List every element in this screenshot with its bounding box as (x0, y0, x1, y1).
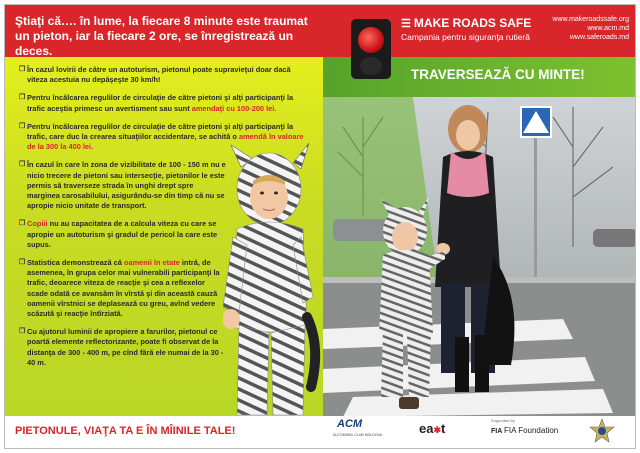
slogan: PIETONULE, VIAŢA TA E ÎN MÎINILE TALE! (5, 416, 323, 448)
bullet-icon: ❐ (19, 161, 26, 169)
bullet-icon: ❐ (19, 328, 26, 336)
traffic-light-icon (351, 19, 391, 79)
bullet-icon: ❐ (19, 259, 26, 267)
east-logo-text: ea (419, 421, 434, 436)
tip-item (19, 65, 309, 85)
tip-text: Statistica demonstrează că (27, 258, 122, 268)
supported-label: Supported by (491, 418, 515, 423)
bullet-icon: ❐ (19, 66, 26, 73)
tip-highlight: amendaţi cu 100-200 lei. (191, 103, 277, 113)
bullet-icon: ❐ (19, 220, 26, 228)
fia-foundation-logo (491, 426, 558, 435)
safety-tips-list (19, 65, 309, 376)
east-logo-text: t (441, 421, 446, 436)
bullet-icon: ❐ (19, 94, 26, 102)
partner-logos (323, 416, 636, 448)
tip-item (19, 160, 227, 211)
tip-text: Pentru încălcarea regulilor de circulaţie de către pietoni şi alţi participanţi la trafic aceştia primesc un avertisment sau sunt (27, 93, 294, 113)
tip-item (19, 327, 227, 368)
acm-logo-subtitle: AUTOMOBIL CLUB MOLDOVA (333, 433, 382, 437)
menu-lines-icon: ☰ (401, 18, 414, 30)
east-logo-mark: ✱ (433, 425, 442, 435)
campaign-subtitle: Campania pentru siguranţa rutieră (401, 32, 530, 42)
campaign-urls (552, 15, 629, 42)
tip-text: Pentru încălcarea regulilor de circulaţie de către pietoni şi alţi participanţi la trafic, care duc la crearea situaţiilor accidentare, se achită o (27, 121, 294, 142)
tip-highlight: oamenii în etate (123, 258, 180, 268)
tip-highlight: amendă în valoare de la 300 la 400 lei. (27, 132, 304, 152)
campaign-brand (401, 16, 531, 30)
headline: TRAVERSEAZĂ CU MINTE! (411, 67, 585, 82)
tip-highlight: Copiii (27, 219, 48, 229)
off-lamp (360, 57, 382, 75)
acm-logo-text: ACM (337, 418, 363, 430)
crossing-photo (323, 97, 636, 417)
tip-item (19, 122, 309, 153)
east-logo (419, 421, 445, 436)
tip-text: În cazul lovirii de către un autoturism, pietonul poate supravieţui doar dacă viteza acestuia nu depăşeşte 30 km/h! (27, 65, 291, 85)
right-panel (323, 5, 636, 448)
red-lamp (358, 27, 384, 53)
fact-banner: Ştiaţi că…. în lume, la fiecare 8 minute este traumat un pieton, iar la fiecare 2 ore, se înregistrează un deces. (5, 5, 323, 57)
url-link[interactable]: www.saferoads.md (569, 34, 629, 41)
url-link[interactable]: www.acm.md (587, 25, 629, 32)
brand-text: MAKE ROADS SAFE (413, 16, 532, 30)
tip-text: Cu ajutorul luminii de apropiere a farurilor, pietonul ce poartă elemente reflectorizante, poate fi observat de la distanţa de 300 - 400 m, pe cînd fără ele numai de la 30 - 40 m. (27, 327, 224, 367)
tip-item (19, 93, 309, 113)
bullet-icon: ❐ (19, 122, 26, 130)
police-emblem-icon (589, 418, 615, 444)
tip-text: nu au capacitatea de a calcula viteza cu care se apropie un autoturism şi gradul de pericol la care este supus. (27, 219, 218, 249)
poster-frame (4, 4, 636, 449)
tip-item (19, 219, 227, 250)
fia-logo-text: FIA Foundation (503, 426, 559, 435)
fia-mark-icon: FIA (491, 428, 504, 435)
tip-text: În cazul în care în zona de vizibilitate de 100 - 150 m nu e nicio trecere de pietoni sau intersecţie, pietonilor le este permis să traverseze strada în unghi drept spre marginea carosabilului, asigurându-se din timp că nu se apropie nicio unitate de transport. (27, 160, 226, 211)
tip-item (19, 258, 227, 319)
acm-logo (337, 418, 362, 430)
left-panel (5, 5, 323, 448)
tip-text: intră, de asemenea, în grupa celor mai vulnerabili participanţi la trafic, deoarece viteza de reacţie şi cea a reflexelor scade odată ce avansăm în vîrstă şi din această cauză oamenii vîrstnici se deplasează cu greu, avînd vedere scăzută şi reacţie întîrziată. (27, 258, 220, 319)
url-link[interactable]: www.makeroadssafe.org (552, 16, 629, 23)
